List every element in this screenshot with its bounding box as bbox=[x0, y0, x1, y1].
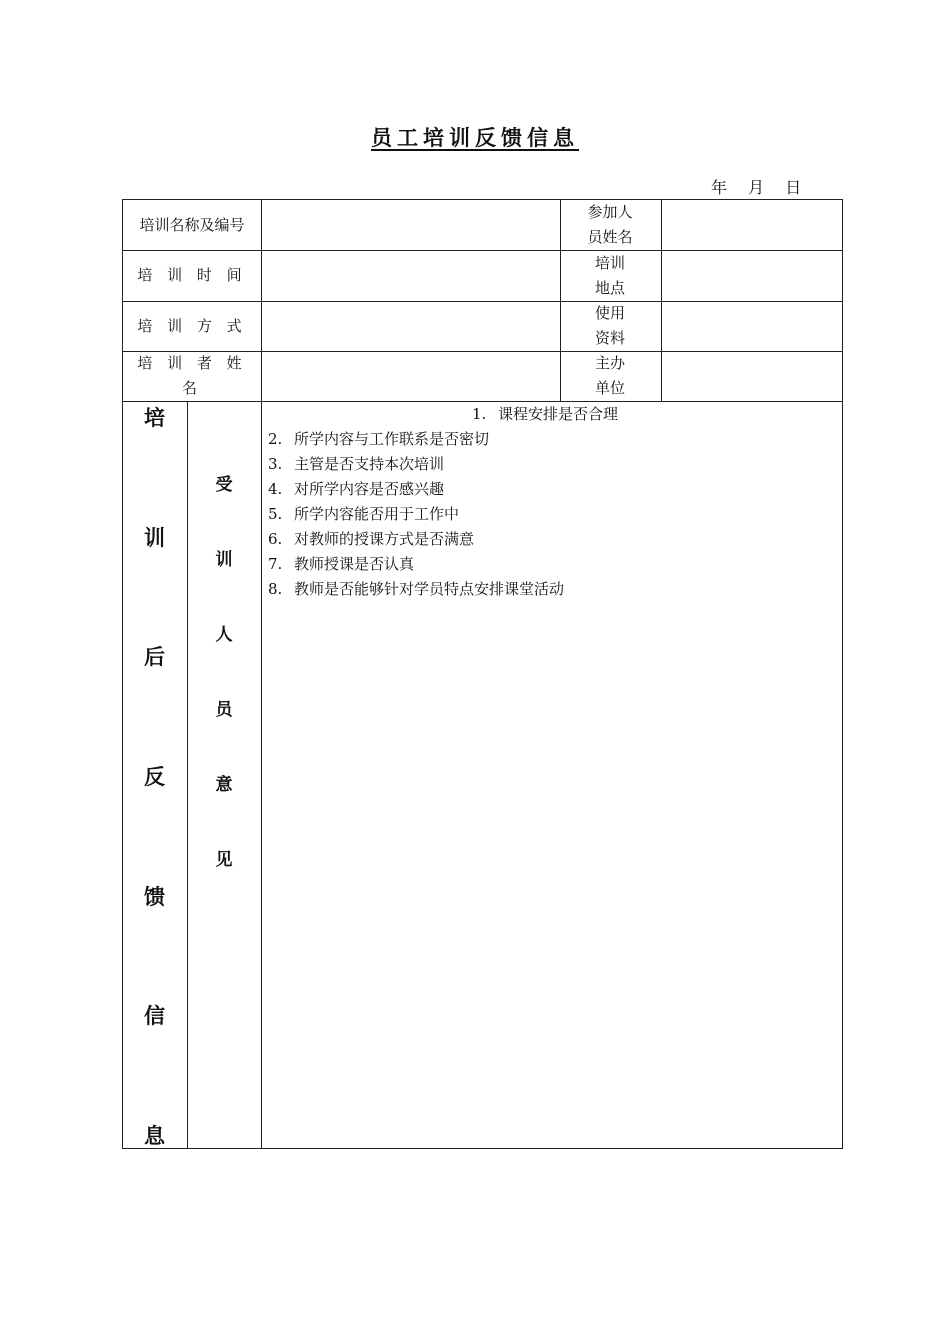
list-item: 4. 对所学内容是否感兴趣 bbox=[268, 480, 445, 498]
list-item: 1. 课程安排是否合理 bbox=[472, 405, 619, 423]
training-method-value[interactable] bbox=[262, 301, 559, 351]
trainer-name-value[interactable] bbox=[262, 351, 559, 401]
training-name-value[interactable] bbox=[262, 200, 559, 250]
list-item: 6. 对教师的授课方式是否满意 bbox=[268, 530, 475, 548]
section-label-post-training-feedback: 培 训 后 反 馈 信 息 bbox=[144, 405, 165, 1148]
sub-label-trainee-opinions: 受 训 人 员 意 见 bbox=[215, 475, 233, 870]
participants-value[interactable] bbox=[661, 200, 842, 250]
row-label-training-time: 培 训 时 间 bbox=[137, 266, 247, 284]
row-label-training-method: 培 训 方 式 bbox=[137, 316, 247, 335]
row-label-trainer-name: 培 训 者 姓 名 bbox=[137, 354, 247, 397]
row-label-materials: 使用 资料 bbox=[594, 304, 625, 347]
materials-value[interactable] bbox=[661, 301, 842, 351]
list-item: 8. 教师是否能够针对学员特点安排课堂活动 bbox=[268, 580, 565, 598]
feedback-questions bbox=[268, 402, 838, 602]
row-label-participants: 参加人 员姓名 bbox=[587, 203, 633, 246]
row-label-location: 培训 地点 bbox=[594, 253, 625, 297]
training-time-value[interactable] bbox=[262, 250, 559, 301]
list-item: 7. 教师授课是否认真 bbox=[268, 555, 415, 573]
page-title: 员工培训反馈信息 bbox=[371, 125, 579, 150]
list-item: 2. 所学内容与工作联系是否密切 bbox=[268, 430, 490, 448]
row-label-training-name: 培训名称及编号 bbox=[139, 215, 245, 234]
date-line bbox=[711, 175, 817, 198]
date-day: 日 bbox=[785, 178, 802, 197]
list-item: 3. 主管是否支持本次培训 bbox=[268, 455, 445, 473]
organizer-value[interactable] bbox=[661, 351, 842, 401]
date-month: 月 bbox=[748, 178, 765, 197]
location-value[interactable] bbox=[661, 250, 842, 301]
trainee-opinion-answer-area[interactable] bbox=[262, 610, 842, 1148]
list-item: 5. 所学内容能否用于工作中 bbox=[268, 505, 460, 523]
row-label-organizer: 主办 单位 bbox=[594, 354, 625, 397]
date-year: 年 bbox=[711, 178, 728, 197]
